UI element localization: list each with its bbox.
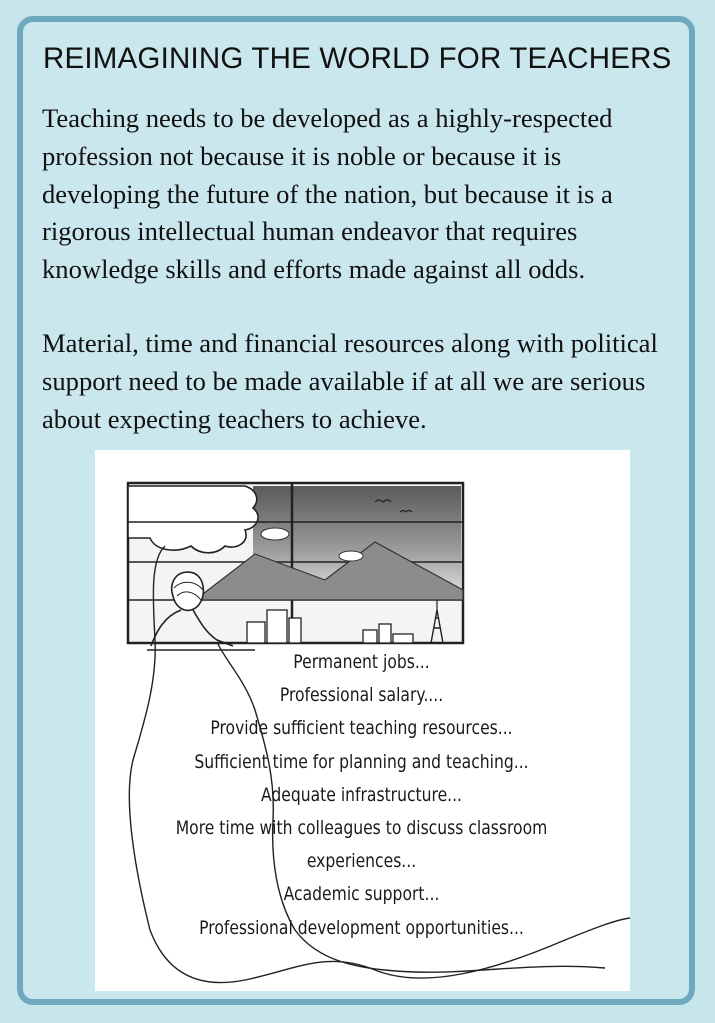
note-planning-time: Sufficient time for planning and teaching... (194, 750, 529, 773)
note-colleague-time-continued: experiences... (306, 850, 417, 873)
note-professional-development: Professional development opportunities... (199, 916, 524, 939)
note-teaching-resources: Provide sufficient teaching resources... (210, 717, 513, 740)
poster-title: REIMAGINING THE WORLD FOR TEACHERS (43, 42, 672, 75)
note-infrastructure: Adequate infrastructure... (260, 783, 463, 806)
note-professional-salary: Professional salary.... (279, 684, 444, 707)
note-academic-support: Academic support... (283, 883, 440, 906)
note-permanent-jobs: Permanent jobs... (293, 651, 430, 673)
teacher-needs-list (142, 646, 581, 945)
note-colleague-time: More time with colleagues to discuss classroom (175, 817, 548, 840)
poster-card (17, 16, 695, 1005)
teacher-window-illustration (95, 450, 630, 991)
intro-paragraph: Teaching needs to be developed as a highly-respected profession not because it is noble or because it is developing the future of the nation, but because it is a rigorous intellectual human endeavor that requires knowledge skills and efforts made against all odds. (42, 103, 613, 285)
resources-paragraph: Material, time and financial resources along with political support need to be made available if at all we are serious about expecting teachers to achieve. (42, 328, 658, 434)
